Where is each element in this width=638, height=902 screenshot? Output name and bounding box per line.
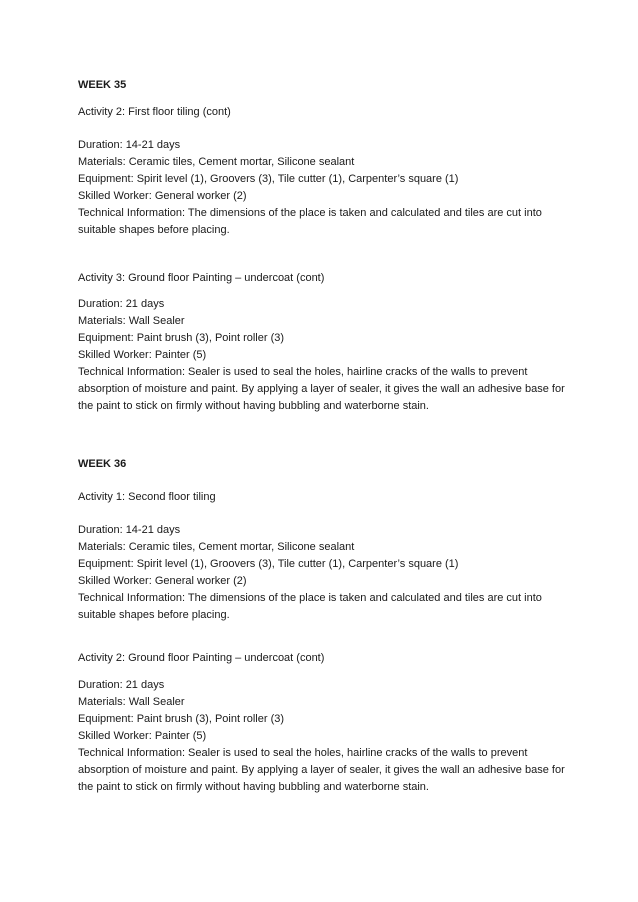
activity-details: [78, 522, 578, 624]
technical-line: Technical Information: The dimensions of the place is taken and calculated and tiles are cut into: [78, 207, 542, 219]
technical-line: the paint to stick on firmly without having bubbling and waterborne stain.: [78, 781, 429, 793]
equipment-line: Equipment: Spirit level (1), Groovers (3), Tile cutter (1), Carpenter’s square (1): [78, 173, 459, 185]
activity-title: Activity 2: Ground floor Painting – undercoat (cont): [78, 652, 325, 664]
duration-line: Duration: 14-21 days: [78, 139, 181, 151]
technical-line: the paint to stick on firmly without having bubbling and waterborne stain.: [78, 400, 429, 412]
equipment-line: Equipment: Paint brush (3), Point roller (3): [78, 332, 285, 344]
technical-line: suitable shapes before placing.: [78, 609, 230, 621]
technical-line: Technical Information: Sealer is used to seal the holes, hairline cracks of the walls to prevent: [78, 366, 528, 378]
technical-line: Technical Information: Sealer is used to seal the holes, hairline cracks of the walls to prevent: [78, 747, 528, 759]
week-heading: WEEK 36: [78, 458, 127, 470]
duration-line: Duration: 14-21 days: [78, 524, 181, 536]
activity-title: Activity 3: Ground floor Painting – undercoat (cont): [78, 272, 325, 284]
activity-title: Activity 1: Second floor tiling: [78, 491, 216, 503]
activity-details: [78, 677, 578, 796]
technical-line: suitable shapes before placing.: [78, 224, 230, 236]
activity-title: Activity 2: First floor tiling (cont): [78, 106, 231, 118]
worker-line: Skilled Worker: General worker (2): [78, 575, 247, 587]
duration-line: Duration: 21 days: [78, 679, 165, 691]
week-heading: WEEK 35: [78, 79, 127, 91]
technical-line: absorption of moisture and paint. By applying a layer of sealer, it gives the wall an adhesive base for: [78, 764, 565, 776]
activity-details: [78, 296, 578, 415]
worker-line: Skilled Worker: Painter (5): [78, 730, 207, 742]
worker-line: Skilled Worker: General worker (2): [78, 190, 247, 202]
materials-line: Materials: Wall Sealer: [78, 696, 185, 708]
equipment-line: Equipment: Spirit level (1), Groovers (3), Tile cutter (1), Carpenter’s square (1): [78, 558, 459, 570]
activity-details: [78, 137, 578, 239]
equipment-line: Equipment: Paint brush (3), Point roller (3): [78, 713, 285, 725]
duration-line: Duration: 21 days: [78, 298, 165, 310]
technical-line: absorption of moisture and paint. By applying a layer of sealer, it gives the wall an adhesive base for: [78, 383, 565, 395]
worker-line: Skilled Worker: Painter (5): [78, 349, 207, 361]
materials-line: Materials: Ceramic tiles, Cement mortar, Silicone sealant: [78, 541, 355, 553]
materials-line: Materials: Wall Sealer: [78, 315, 185, 327]
materials-line: Materials: Ceramic tiles, Cement mortar, Silicone sealant: [78, 156, 355, 168]
technical-line: Technical Information: The dimensions of the place is taken and calculated and tiles are cut into: [78, 592, 542, 604]
